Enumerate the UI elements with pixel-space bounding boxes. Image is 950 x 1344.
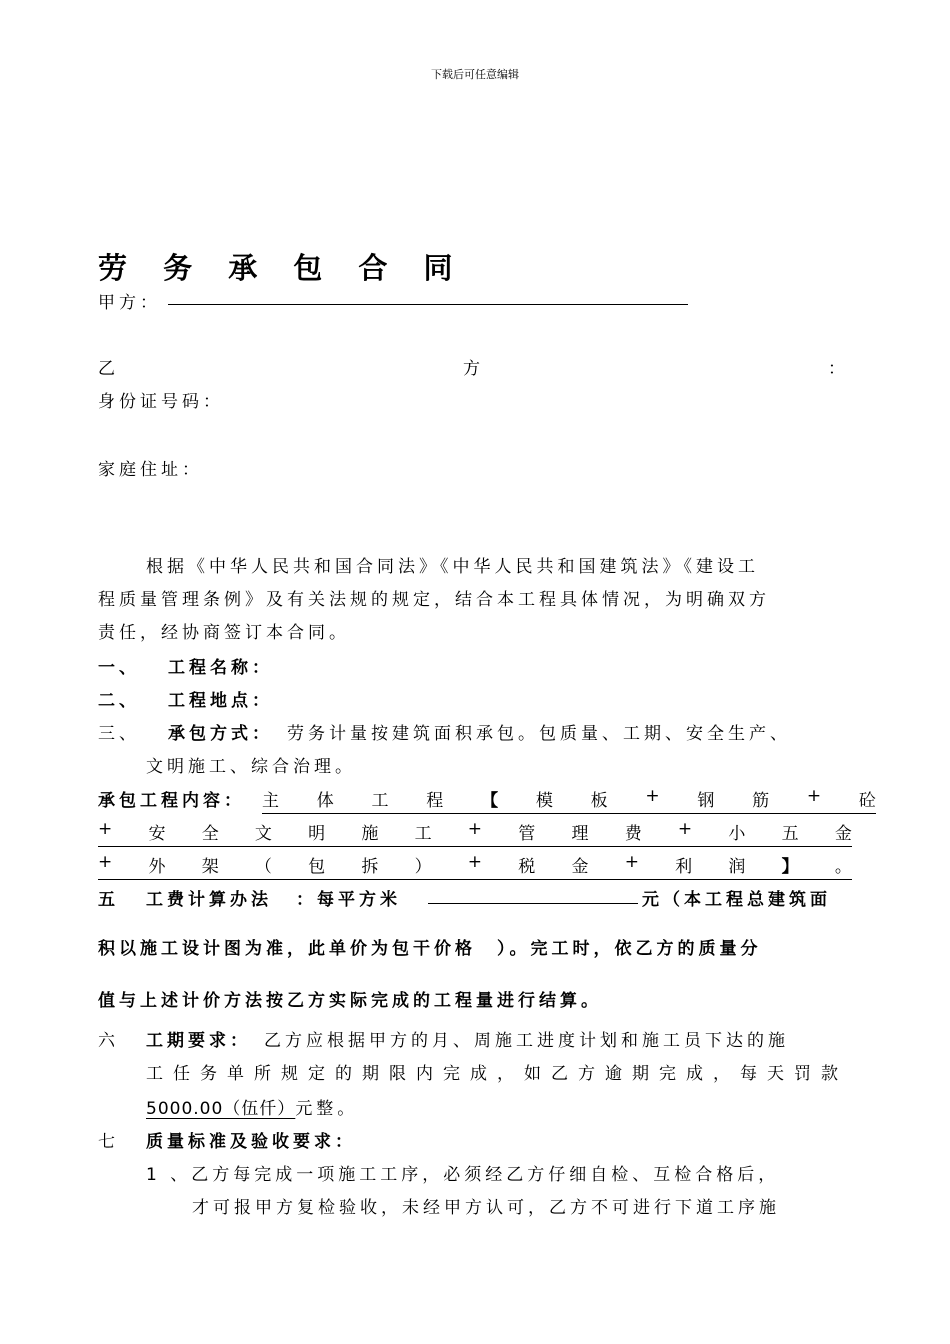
page-header-note: 下载后可任意编辑	[431, 68, 519, 81]
scope-item: 文	[254, 824, 272, 844]
scope-item: 金	[834, 824, 852, 844]
scope-label: 承包工程内容：	[98, 791, 245, 811]
scope-item: 安	[148, 824, 166, 844]
scope-item: 明	[308, 824, 326, 844]
sec3-heading: 承包方式：	[168, 724, 273, 744]
document-title: 劳 务 承 包 合 同	[98, 251, 466, 285]
scope-item: ）	[414, 857, 432, 877]
scope-item: 拆	[361, 857, 379, 877]
sec5-per-sqm: ：每平方米	[296, 890, 401, 910]
sec5-line-3: 值与上述计价方法按乙方实际完成的工程量进行结算。	[98, 991, 602, 1011]
sec3-line-1: 劳务计量按建筑面积承包。包质量、工期、安全生产、	[287, 724, 791, 744]
scope-item: 小	[728, 824, 746, 844]
scope-item: 】	[781, 857, 799, 877]
sec6-heading: 工期要求：	[146, 1031, 251, 1051]
scope-item: 外	[148, 857, 166, 877]
sec5-line-2: 积以施工设计图为准，此单价为包干价格 ）。完工时，依乙方的质量分	[98, 939, 762, 959]
party-b-colon: ：	[828, 359, 849, 379]
home-address-label: 家庭住址：	[98, 460, 203, 480]
scope-item: 包	[308, 857, 326, 877]
id-number-label: 身份证号码：	[98, 392, 224, 412]
sec6-line-3	[146, 1094, 358, 1119]
sec1-project-name: 工程名称：	[168, 658, 273, 678]
party-b-char-2: 方	[463, 359, 484, 379]
party-a-label: 甲方：	[98, 293, 161, 313]
sec7-item1-line-2: 才可报甲方复检验收，未经甲方认可，乙方不可进行下道工序施	[192, 1198, 780, 1218]
scope-item: 架	[201, 857, 219, 877]
scope-item: 利	[675, 857, 693, 877]
sec6-penalty-suffix: 元整。	[295, 1099, 359, 1119]
scope-item: +	[645, 786, 660, 806]
sec5-heading: 工费计算办法	[146, 890, 272, 910]
scope-item: 主	[262, 791, 279, 811]
scope-item: 润	[728, 857, 746, 877]
preamble-line-2: 程质量管理条例》及有关法规的规定，结合本工程具体情况，为明确双方	[98, 590, 770, 610]
scope-item: +	[624, 852, 639, 872]
scope-item: 管	[518, 824, 536, 844]
sec6-number: 六	[98, 1031, 119, 1051]
scope-item: （	[254, 857, 272, 877]
preamble-line-3: 责任，经协商签订本合同。	[98, 623, 350, 643]
scope-item: 。	[834, 857, 852, 877]
sec7-item1-line-1: 1 、乙方每完成一项施工工序，必须经乙方仔细自检、互检合格后，	[146, 1165, 780, 1185]
sec1-number: 一、	[98, 658, 140, 678]
scope-item: 板	[590, 791, 608, 811]
scope-item: 体	[316, 791, 334, 811]
scope-row-3	[98, 852, 852, 880]
scope-item: 全	[201, 824, 219, 844]
scope-row-2	[98, 819, 852, 847]
sec7-heading: 质量标准及验收要求：	[146, 1132, 356, 1152]
scope-row-1	[262, 786, 876, 814]
scope-item: 筋	[752, 791, 770, 811]
scope-item: 税	[518, 857, 536, 877]
scope-item: 五	[781, 824, 799, 844]
scope-item: 【	[481, 791, 499, 811]
scope-item: +	[806, 786, 822, 806]
scope-item: 费	[624, 824, 642, 844]
sec5-unit-text: 元（本工程总建筑面	[642, 890, 831, 910]
scope-item: 程	[426, 791, 444, 811]
scope-item: +	[467, 852, 483, 872]
preamble-line-1: 根据《中华人民共和国合同法》《中华人民共和国建筑法》《建设工	[146, 557, 759, 577]
sec2-project-location: 工程地点：	[168, 691, 273, 711]
sec3-number: 三、	[98, 724, 140, 744]
scope-item: 钢	[697, 791, 715, 811]
sec7-number: 七	[98, 1132, 119, 1152]
scope-item: 金	[571, 857, 589, 877]
scope-item: 理	[571, 824, 589, 844]
scope-item: +	[98, 852, 113, 872]
scope-item: +	[98, 819, 113, 839]
sec2-number: 二、	[98, 691, 140, 711]
party-a-blank	[168, 304, 688, 305]
sec5-price-blank	[428, 903, 638, 904]
scope-item: 工	[414, 824, 432, 844]
sec6-line-1: 乙方应根据甲方的月、周施工进度计划和施工员下达的施	[264, 1031, 789, 1051]
scope-item: 施	[361, 824, 379, 844]
scope-item: 砼	[858, 791, 876, 811]
scope-item: +	[677, 819, 693, 839]
sec6-penalty-amount: 5000.00（伍仟）	[146, 1099, 296, 1119]
sec3-line-2: 文明施工、综合治理。	[146, 757, 356, 777]
scope-item: 模	[535, 791, 553, 811]
sec5-number: 五	[98, 890, 119, 910]
sec6-line-2: 工任务单所规定的期限内完成，如乙方逾期完成，每天罚款	[146, 1064, 848, 1084]
scope-item: +	[467, 819, 483, 839]
scope-item: 工	[371, 791, 389, 811]
party-b-char-1: 乙	[98, 359, 119, 379]
